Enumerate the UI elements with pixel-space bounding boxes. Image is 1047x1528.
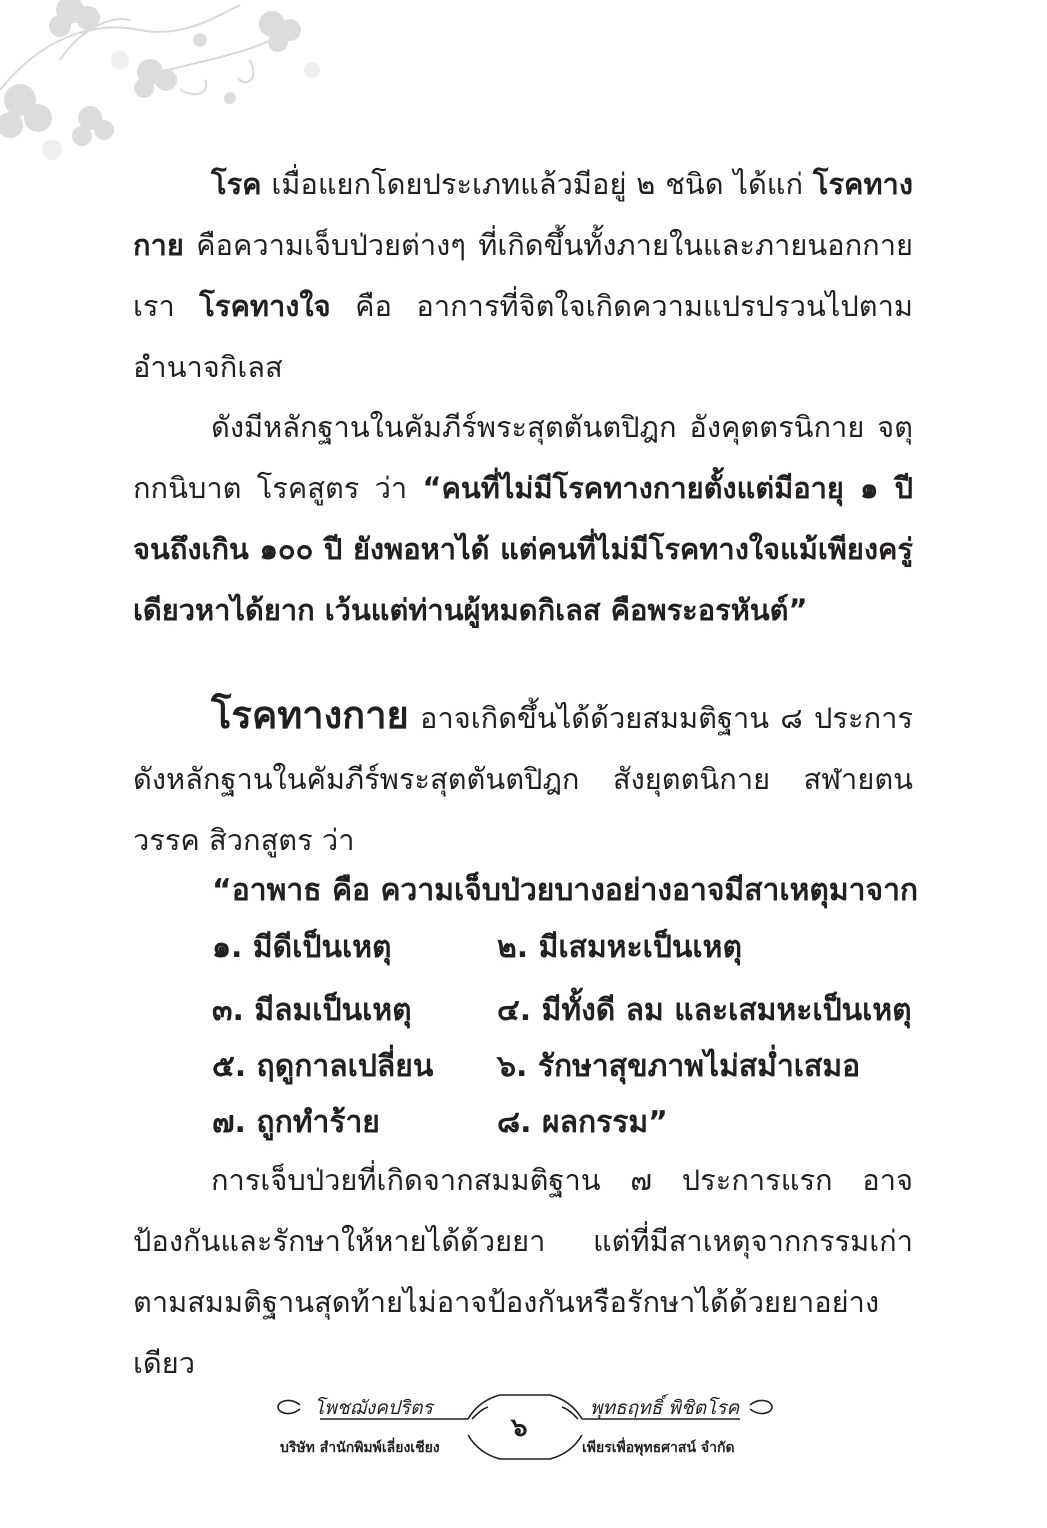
- cause-item: ๗. ถูกทำร้าย: [212, 1105, 380, 1140]
- text-run: เมื่อแยกโดยประเภทแล้วมีอยู่ ๒ ชนิด ได้แก่: [261, 167, 813, 201]
- text-run: ดังมีหลักฐานในคัมภีร์พระสุตตันตปิฎก อังคุตตรนิกาย จตุกกนิบาต โรคสูตร ว่า: [133, 410, 913, 505]
- footer-book-title: โพชฌังคปริตร: [314, 1397, 433, 1419]
- term-mental-disease: โรคทางใจ: [199, 289, 331, 323]
- cause-item: ๘. ผลกรรม”: [497, 1105, 668, 1140]
- cause-item: ๒. มีเสมหะเป็นเหตุ: [497, 930, 742, 965]
- paragraph-roga-sutta: [133, 397, 913, 641]
- paragraph-treatment: [133, 1150, 913, 1394]
- page-number: ๖: [511, 1413, 528, 1443]
- cause-item: ๖. รักษาสุขภาพไม่สม่ำเสมอ: [497, 1049, 861, 1084]
- text-run: คือ อาการที่จิตใจเกิดความแปรปรวนไปตามอำนาจกิเลส: [133, 289, 913, 384]
- paragraph-disease-types: [133, 154, 913, 398]
- cause-item: ๑. มีดีเป็นเหตุ: [212, 930, 392, 965]
- quote-roga-sutta: “คนที่ไม่มีโรคทางกายตั้งแต่มีอายุ ๑ ปี จนถึงเกิน ๑๐๐ ปี ยังพอหาได้ แต่คนที่ไม่มีโรคทางใจแม้เพียงครู่เดียวหาได้ยาก เว้นแต่ท่านผู้หมดกิเลส คือพระอรหันต์”: [133, 471, 913, 627]
- cause-item: ๓. มีลมเป็นเหตุ: [212, 993, 412, 1028]
- text-run: อาจเกิดขึ้นได้ด้วยสมมติฐาน ๘ ประการ ดังหลักฐานในคัมภีร์พระสุตตันตปิฎก สังยุตตนิกาย สฬายตนวรรค สิวกสูตร ว่า: [133, 701, 913, 857]
- heading-physical-disease: โรคทางกาย: [211, 693, 409, 737]
- paragraph-physical-causes: [133, 685, 913, 871]
- footer-book-subtitle: พุทธฤทธิ์ พิชิตโรค: [590, 1397, 740, 1419]
- footer-publisher-left: บริษัท สำนักพิมพ์เลี่ยงเชียง: [280, 1440, 440, 1456]
- cause-item: ๕. ฤดูกาลเปลี่ยน: [212, 1049, 434, 1084]
- quote-intro: “อาพาธ คือ ความเจ็บป่วยบางอย่างอาจมีสาเหตุมาจาก: [212, 873, 919, 908]
- page-footer: [270, 1385, 780, 1465]
- term-disease: โรค: [211, 167, 262, 201]
- cause-item: ๔. มีทั้งดี ลม และเสมหะเป็นเหตุ: [497, 993, 912, 1028]
- text-run: คือความเจ็บป่วยต่างๆ ที่เกิดขึ้นทั้งภายในและภายนอกกายเรา: [133, 228, 913, 323]
- footer-publisher-right: เพียรเพื่อพุทธศาสน์ จำกัด: [582, 1440, 735, 1456]
- floral-ornament: [0, 0, 360, 170]
- paragraph-treatment-text: การเจ็บป่วยที่เกิดจากสมมติฐาน ๗ ประการแรก อาจป้องกันและรักษาให้หายได้ด้วยยา แต่ที่มีสาเหตุจากกรรมเก่าตามสมมติฐานสุดท้ายไม่อาจป้องกันหรือรักษาได้ด้วยยาอย่างเดียว: [133, 1163, 913, 1380]
- term-physical-disease: โรคทางกาย: [133, 167, 914, 262]
